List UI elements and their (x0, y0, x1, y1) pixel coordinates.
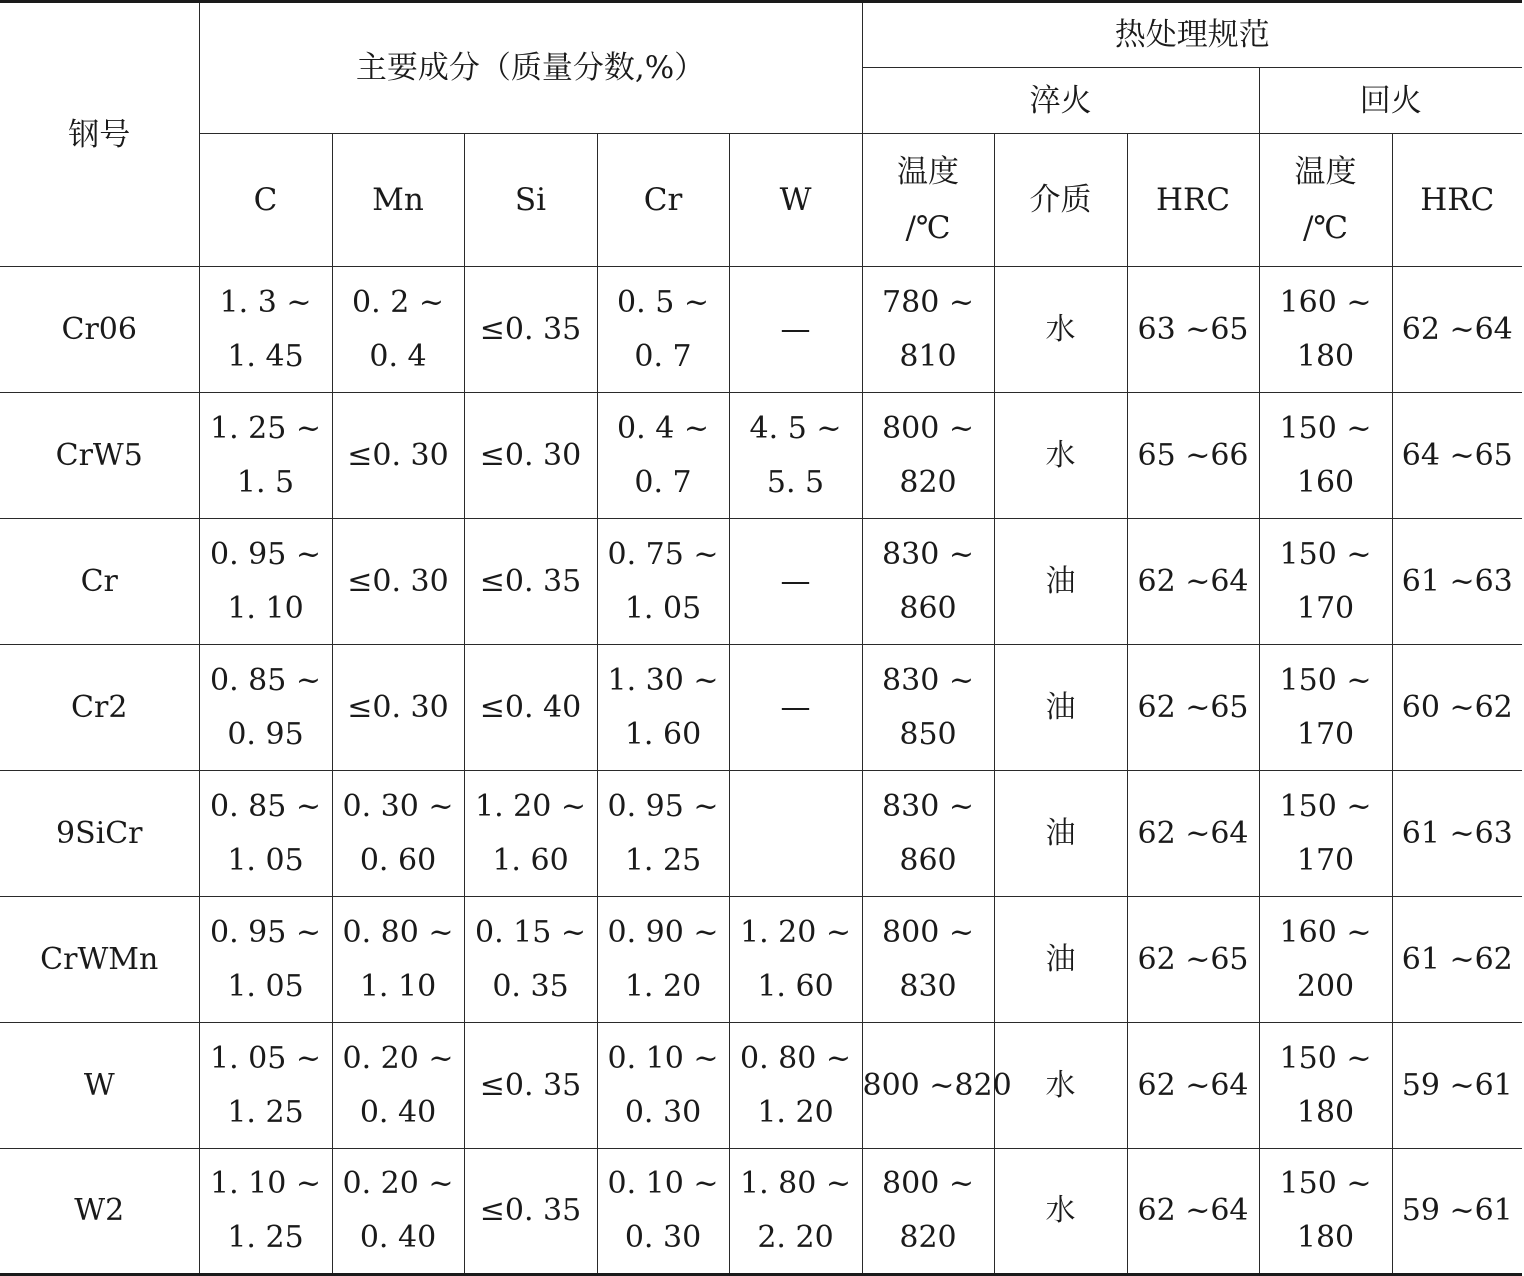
cell-w-line: 2. 20 (757, 1220, 834, 1255)
cell-w (729, 897, 862, 1023)
cell-quench-temp-line: 860 (899, 842, 957, 878)
cell-temper-temp (1259, 1023, 1392, 1149)
header-composition: 主要成分（质量分数,%） (199, 2, 862, 134)
header-quench-medium: 介质 (994, 134, 1127, 267)
cell-w (729, 267, 862, 393)
cell-temper-hrc: 60 ~62 (1392, 645, 1522, 771)
cell-temper-temp-line: 160 ~ (1279, 914, 1372, 950)
cell-cr-line: 1. 25 (624, 842, 702, 878)
cell-cr-line: 0. 10 ~ (607, 1040, 719, 1076)
cell-w (729, 1023, 862, 1149)
cell-quench-hrc: 63 ~65 (1127, 267, 1259, 393)
cell-c-line: 0. 85 ~ (209, 788, 321, 824)
cell-temper-hrc: 62 ~64 (1392, 267, 1522, 393)
cell-c-line: 1. 25 (227, 1220, 304, 1255)
cell-c-line: 1. 3 ~ (219, 284, 312, 320)
cell-cr-line: 1. 05 (624, 590, 702, 626)
cell-quench-temp (862, 1149, 994, 1275)
cell-steel-no: Cr06 (0, 267, 199, 393)
cell-mn-line: 0. 20 ~ (342, 1166, 454, 1201)
cell-quench-temp (862, 519, 994, 645)
cell-temper-temp-line: 170 (1296, 590, 1355, 626)
cell-mn (332, 771, 464, 897)
cell-mn (332, 1023, 464, 1149)
cell-si (464, 897, 597, 1023)
cell-cr (597, 645, 729, 771)
cell-w-line: 1. 20 ~ (739, 914, 851, 950)
cell-quench-temp-line: 830 ~ (882, 662, 974, 698)
cell-si-line: ≤0. 35 (479, 311, 582, 347)
cell-quench-temp-line: 780 ~ (882, 284, 974, 320)
cell-si-line: 0. 15 ~ (474, 914, 586, 950)
cell-c-line: 0. 95 ~ (209, 914, 321, 950)
cell-w-line: 5. 5 (766, 464, 825, 500)
cell-mn (332, 519, 464, 645)
header-col-mn: Mn (332, 134, 464, 267)
cell-w (729, 519, 862, 645)
cell-quench-temp-line: 830 (899, 968, 957, 1004)
cell-mn-line: ≤0. 30 (347, 563, 449, 599)
cell-steel-no: 9SiCr (0, 771, 199, 897)
cell-quench-temp (862, 393, 994, 519)
cell-si (464, 519, 597, 645)
cell-si (464, 267, 597, 393)
header-col-si: Si (464, 134, 597, 267)
cell-si (464, 1023, 597, 1149)
cell-temper-hrc: 61 ~63 (1392, 771, 1522, 897)
cell-quench-hrc: 62 ~65 (1127, 645, 1259, 771)
cell-cr-line: 0. 10 ~ (607, 1166, 719, 1201)
cell-mn-line: 0. 80 ~ (342, 914, 454, 950)
header-heat-treatment: 热处理规范 (862, 2, 1522, 68)
cell-mn (332, 645, 464, 771)
cell-si (464, 645, 597, 771)
cell-quench-temp (862, 897, 994, 1023)
cell-cr (597, 393, 729, 519)
cell-si-line: ≤0. 35 (479, 1193, 582, 1228)
cell-steel-no: W2 (0, 1149, 199, 1275)
cell-steel-no: CrWMn (0, 897, 199, 1023)
cell-c (199, 519, 332, 645)
cell-mn-line: ≤0. 30 (347, 689, 449, 725)
cell-mn-line: 0. 40 (359, 1220, 437, 1255)
cell-c (199, 771, 332, 897)
table-row (0, 645, 1522, 771)
cell-c (199, 1149, 332, 1275)
cell-temper-temp-line: 160 (1296, 464, 1355, 500)
cell-c (199, 645, 332, 771)
cell-c-line: 1. 05 (227, 842, 304, 878)
cell-w-line: — (780, 311, 811, 347)
cell-c-line: 1. 10 (227, 590, 304, 626)
header-row-3 (0, 134, 1522, 267)
cell-quench-temp-line: 800 ~ (882, 410, 974, 446)
cell-w-line: 1. 80 ~ (739, 1166, 851, 1201)
header-quench-temp (862, 134, 994, 267)
cell-quench-temp-line: 820 (899, 464, 957, 500)
cell-si-line: ≤0. 35 (479, 1067, 582, 1103)
header-steel-no: 钢号 (0, 2, 199, 267)
cell-temper-temp-line: 200 (1296, 968, 1355, 1004)
cell-c-line: 1. 5 (236, 464, 295, 500)
cell-temper-temp (1259, 645, 1392, 771)
header-quench-hrc: HRC (1127, 134, 1259, 267)
header-temper: 回火 (1259, 68, 1522, 134)
cell-si-line: 0. 35 (492, 968, 569, 1004)
table-row (0, 1023, 1522, 1149)
cell-quench-medium: 水 (994, 267, 1127, 393)
cell-steel-no: Cr2 (0, 645, 199, 771)
cell-temper-temp-line: 150 ~ (1279, 1040, 1372, 1076)
table-row (0, 897, 1522, 1023)
cell-quench-hrc: 62 ~64 (1127, 771, 1259, 897)
cell-steel-no: Cr (0, 519, 199, 645)
cell-c (199, 1023, 332, 1149)
cell-quench-temp-line: 800 ~ (882, 1166, 974, 1201)
cell-cr (597, 1023, 729, 1149)
header-quench: 淬火 (862, 68, 1259, 134)
header-col-w: W (729, 134, 862, 267)
cell-cr-line: 0. 4 ~ (617, 410, 709, 446)
cell-temper-temp-line: 150 ~ (1279, 410, 1372, 446)
cell-temper-hrc: 59 ~61 (1392, 1023, 1522, 1149)
cell-c (199, 267, 332, 393)
cell-cr-line: 1. 30 ~ (607, 662, 719, 698)
cell-temper-hrc: 61 ~63 (1392, 519, 1522, 645)
cell-quench-hrc: 62 ~64 (1127, 1149, 1259, 1275)
cell-mn (332, 267, 464, 393)
cell-cr-line: 0. 30 (624, 1094, 702, 1130)
cell-cr-line: 0. 7 (634, 338, 692, 374)
cell-w-line: — (780, 689, 811, 725)
table-row (0, 393, 1522, 519)
cell-c-line: 1. 05 (227, 968, 304, 1004)
cell-temper-temp-line: 150 ~ (1279, 1166, 1372, 1201)
header-quench-temp-line-1: 温度 (897, 154, 959, 190)
cell-cr-line: 0. 5 ~ (617, 284, 709, 320)
cell-w (729, 1149, 862, 1275)
cell-c (199, 393, 332, 519)
cell-quench-medium: 油 (994, 645, 1127, 771)
cell-c (199, 897, 332, 1023)
cell-c-line: 1. 45 (227, 338, 304, 374)
cell-w-line: 1. 60 (757, 968, 834, 1004)
cell-quench-temp-line: 800 ~ (882, 914, 974, 950)
cell-si (464, 771, 597, 897)
header-row-1 (0, 2, 1522, 68)
cell-si-line: 1. 60 (492, 842, 569, 878)
cell-quench-temp-line: 860 (899, 590, 957, 626)
cell-quench-hrc: 65 ~66 (1127, 393, 1259, 519)
table-row (0, 1149, 1522, 1275)
cell-temper-hrc: 59 ~61 (1392, 1149, 1522, 1275)
cell-cr-line: 0. 90 ~ (607, 914, 719, 950)
cell-quench-temp-line: 810 (899, 338, 957, 374)
cell-c-line: 0. 95 (227, 716, 304, 752)
cell-temper-temp (1259, 771, 1392, 897)
cell-c-line: 0. 85 ~ (209, 662, 321, 698)
cell-quench-temp (862, 771, 994, 897)
cell-temper-temp (1259, 519, 1392, 645)
table-row (0, 771, 1522, 897)
table-row (0, 267, 1522, 393)
cell-quench-temp-line: 800 ~820 (862, 1067, 1012, 1103)
cell-mn (332, 393, 464, 519)
cell-temper-temp-line: 150 ~ (1279, 788, 1372, 824)
cell-w (729, 393, 862, 519)
cell-c-line: 0. 95 ~ (209, 536, 321, 572)
cell-quench-temp-line: 820 (899, 1220, 957, 1255)
cell-mn-line: 0. 30 ~ (342, 788, 454, 824)
cell-w-line: 1. 20 (757, 1094, 834, 1130)
cell-w-line: — (780, 563, 811, 599)
cell-temper-hrc: 61 ~62 (1392, 897, 1522, 1023)
header-quench-temp-line-2: /℃ (905, 210, 951, 246)
cell-quench-temp-line: 830 ~ (882, 788, 974, 824)
cell-cr-line: 1. 20 (624, 968, 702, 1004)
cell-quench-hrc: 62 ~65 (1127, 897, 1259, 1023)
cell-temper-hrc: 64 ~65 (1392, 393, 1522, 519)
cell-steel-no: W (0, 1023, 199, 1149)
cell-quench-medium: 水 (994, 393, 1127, 519)
cell-cr-line: 1. 60 (624, 716, 702, 752)
cell-cr (597, 771, 729, 897)
header-temper-hrc: HRC (1392, 134, 1522, 267)
header-col-c: C (199, 134, 332, 267)
cell-c-line: 1. 25 ~ (209, 410, 321, 446)
cell-si (464, 393, 597, 519)
cell-w (729, 645, 862, 771)
cell-quench-hrc: 62 ~64 (1127, 1023, 1259, 1149)
cell-quench-medium: 油 (994, 897, 1127, 1023)
cell-si-line: ≤0. 35 (479, 563, 582, 599)
cell-temper-temp-line: 180 (1296, 1094, 1355, 1130)
cell-si-line: ≤0. 40 (479, 689, 582, 725)
cell-c-line: 1. 25 (227, 1094, 304, 1130)
cell-quench-temp-line: 850 (899, 716, 957, 752)
cell-temper-temp (1259, 393, 1392, 519)
cell-mn (332, 1149, 464, 1275)
cell-quench-temp (862, 267, 994, 393)
cell-temper-temp-line: 170 (1296, 716, 1355, 752)
cell-temper-temp (1259, 1149, 1392, 1275)
cell-mn-line: ≤0. 30 (347, 437, 449, 473)
cell-mn (332, 897, 464, 1023)
cell-quench-medium: 油 (994, 771, 1127, 897)
cell-mn-line: 0. 2 ~ (352, 284, 444, 320)
cell-temper-temp-line: 180 (1296, 338, 1355, 374)
cell-temper-temp-line: 180 (1296, 1220, 1355, 1255)
cell-c-line: 1. 10 ~ (209, 1166, 321, 1201)
cell-c-line: 1. 05 ~ (209, 1040, 321, 1076)
header-temper-temp-line-1: 温度 (1294, 154, 1357, 190)
cell-cr (597, 519, 729, 645)
cell-si-line: 1. 20 ~ (474, 788, 586, 824)
cell-quench-medium: 油 (994, 519, 1127, 645)
cell-cr-line: 0. 95 ~ (607, 788, 719, 824)
header-col-cr: Cr (597, 134, 729, 267)
cell-temper-temp (1259, 267, 1392, 393)
cell-cr (597, 1149, 729, 1275)
cell-quench-hrc: 62 ~64 (1127, 519, 1259, 645)
cell-temper-temp-line: 160 ~ (1279, 284, 1372, 320)
cell-si-line: ≤0. 30 (479, 437, 582, 473)
cell-cr-line: 0. 30 (624, 1220, 702, 1255)
cell-steel-no: CrW5 (0, 393, 199, 519)
cell-cr (597, 897, 729, 1023)
header-temper-temp-line-2: /℃ (1302, 210, 1349, 246)
cell-mn-line: 0. 60 (359, 842, 437, 878)
cell-temper-temp-line: 170 (1296, 842, 1355, 878)
cell-temper-temp-line: 150 ~ (1279, 662, 1372, 698)
cell-temper-temp (1259, 897, 1392, 1023)
cell-mn-line: 1. 10 (359, 968, 437, 1004)
cell-quench-temp (862, 645, 994, 771)
cell-mn-line: 0. 4 (369, 338, 427, 374)
cell-cr-line: 0. 7 (634, 464, 692, 500)
table-row (0, 519, 1522, 645)
cell-cr-line: 0. 75 ~ (607, 536, 719, 572)
cell-quench-medium: 水 (994, 1149, 1127, 1275)
cell-quench-temp-line: 830 ~ (882, 536, 974, 572)
cell-quench-medium: 水 (994, 1023, 1127, 1149)
header-temper-temp (1259, 134, 1392, 267)
cell-w-line: 4. 5 ~ (749, 410, 842, 446)
cell-mn-line: 0. 40 (359, 1094, 437, 1130)
cell-si (464, 1149, 597, 1275)
cell-w (729, 771, 862, 897)
cell-mn-line: 0. 20 ~ (342, 1040, 454, 1076)
cell-cr (597, 267, 729, 393)
cell-temper-temp-line: 150 ~ (1279, 536, 1372, 572)
cell-w-line: 0. 80 ~ (739, 1040, 851, 1076)
cell-quench-temp (862, 1023, 1012, 1149)
